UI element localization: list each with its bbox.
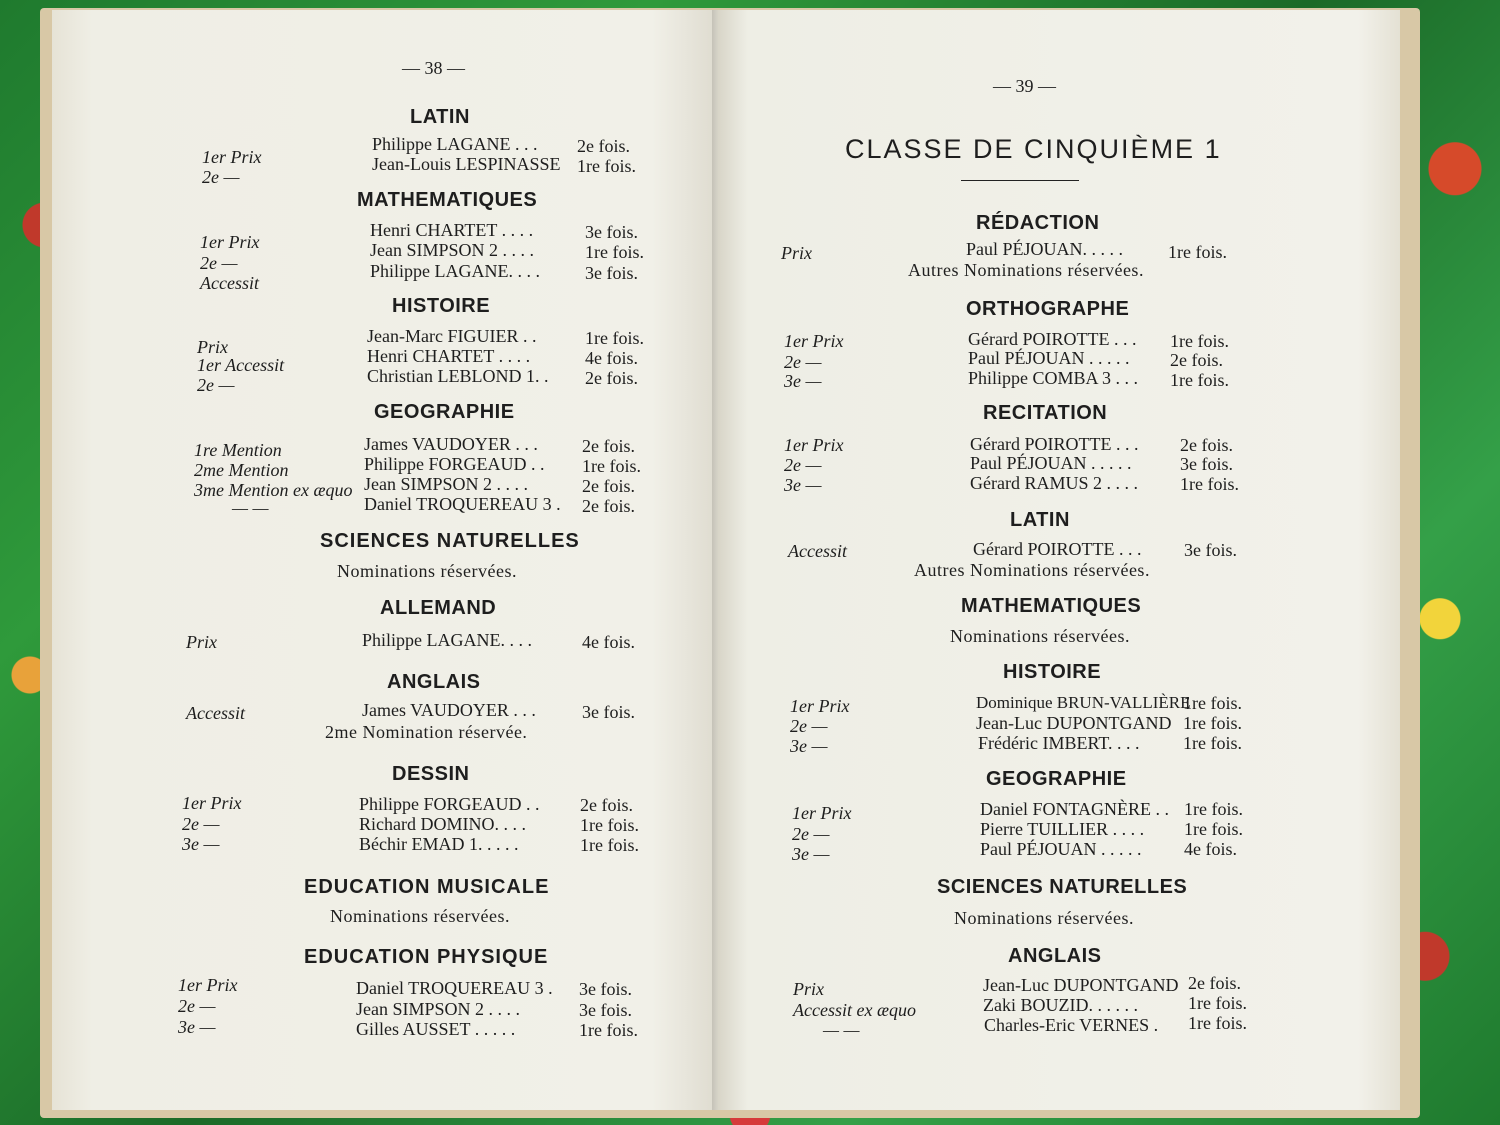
student-name: Jean SIMPSON 2 . . . . <box>364 474 529 494</box>
prize-label: 2e — <box>202 167 240 187</box>
award-count: 1re fois. <box>1183 713 1242 733</box>
prize-label: 2e — <box>784 352 822 372</box>
nominations-note: Autres Nominations réservées. <box>914 560 1150 580</box>
prize-label: 3e — <box>784 475 822 495</box>
prize-label: 1re Mention <box>194 440 282 460</box>
prize-label: 1er Prix <box>792 803 852 823</box>
award-count: 1re fois. <box>580 835 639 855</box>
prize-label: Accessit <box>788 541 847 561</box>
student-name: Jean-Luc DUPONTGAND <box>983 975 1179 995</box>
prize-label: 2e — <box>197 375 235 395</box>
page-number: — 39 — <box>993 76 1056 96</box>
prize-label: — — <box>823 1020 860 1040</box>
section-title: DESSIN <box>392 763 470 785</box>
award-count: 3e fois. <box>582 702 635 722</box>
student-name: Daniel FONTAGNÈRE . . <box>980 799 1170 819</box>
award-count: 2e fois. <box>582 476 635 496</box>
award-count: 3e fois. <box>585 222 638 242</box>
student-name: Paul PÉJOUAN. . . . . <box>966 239 1124 259</box>
section-title: EDUCATION MUSICALE <box>304 876 550 898</box>
section-title: SCIENCES NATURELLES <box>937 876 1188 898</box>
section-title: RÉDACTION <box>976 212 1100 234</box>
right-page <box>718 10 1400 1110</box>
student-name: James VAUDOYER . . . <box>364 434 538 454</box>
award-count: 1re fois. <box>1183 693 1242 713</box>
prize-label: Accessit <box>200 273 259 293</box>
title-rule <box>961 180 1079 181</box>
prize-label: 2e — <box>182 814 220 834</box>
award-count: 2e fois. <box>1180 435 1233 455</box>
prize-label: 1er Prix <box>790 696 850 716</box>
student-name: James VAUDOYER . . . <box>362 700 536 720</box>
prize-label: 1er Prix <box>202 147 262 167</box>
section-title: GEOGRAPHIE <box>374 401 515 423</box>
nominations-note: Nominations réservées. <box>954 908 1134 928</box>
nominations-note: Nominations réservées. <box>950 626 1130 646</box>
award-count: 1re fois. <box>577 156 636 176</box>
prize-label: 3e — <box>178 1017 216 1037</box>
award-count: 3e fois. <box>1180 454 1233 474</box>
prize-label: Prix <box>186 632 217 652</box>
student-name: Gérard POIROTTE . . . <box>968 329 1137 349</box>
student-name: Charles-Eric VERNES . <box>984 1015 1159 1035</box>
award-count: 1re fois. <box>1170 331 1229 351</box>
student-name: Gérard POIROTTE . . . <box>970 434 1139 454</box>
prize-label: 2e — <box>200 253 238 273</box>
award-count: 1re fois. <box>580 815 639 835</box>
student-name: Zaki BOUZID. . . . . . <box>983 995 1138 1015</box>
prize-label: 3e — <box>792 844 830 864</box>
section-title: HISTOIRE <box>1003 661 1102 683</box>
section-title: LATIN <box>410 106 470 128</box>
prize-label: Prix <box>197 337 228 357</box>
section-title: ANGLAIS <box>1008 945 1102 967</box>
student-name: Daniel TROQUEREAU 3 . <box>364 494 561 514</box>
award-count: 4e fois. <box>1184 839 1237 859</box>
award-count: 1re fois. <box>1184 799 1243 819</box>
student-name: Frédéric IMBERT. . . . <box>978 733 1140 753</box>
section-title: SCIENCES NATURELLES <box>320 530 580 552</box>
section-title: ALLEMAND <box>380 597 497 619</box>
student-name: Jean-Louis LESPINASSE <box>372 154 561 174</box>
student-name: Gérard POIROTTE . . . <box>973 539 1142 559</box>
nominations-note: 2me Nomination réservée. <box>325 722 528 742</box>
award-count: 2e fois. <box>1170 350 1223 370</box>
prize-label: 3me Mention ex æquo <box>194 480 353 500</box>
page-number: — 38 — <box>402 58 465 78</box>
prize-label: 2e — <box>784 455 822 475</box>
section-title: LATIN <box>1010 509 1070 531</box>
student-name: Richard DOMINO. . . . <box>359 814 526 834</box>
student-name: Jean SIMPSON 2 . . . . <box>370 240 535 260</box>
prize-label: Prix <box>781 243 812 263</box>
prize-label: 1er Prix <box>178 975 238 995</box>
award-count: 1re fois. <box>1170 370 1229 390</box>
section-title: RECITATION <box>983 402 1108 424</box>
student-name: Philippe LAGANE. . . . <box>362 630 532 650</box>
student-name: Jean SIMPSON 2 . . . . <box>356 999 521 1019</box>
section-title: ORTHOGRAPHE <box>966 298 1130 320</box>
award-count: 1re fois. <box>579 1020 638 1040</box>
section-title: HISTOIRE <box>392 295 491 317</box>
award-count: 3e fois. <box>585 263 638 283</box>
award-count: 1re fois. <box>585 242 644 262</box>
award-count: 4e fois. <box>585 348 638 368</box>
prize-label: 1er Accessit <box>197 355 285 375</box>
prize-label: 2e — <box>792 824 830 844</box>
student-name: Henri CHARTET . . . . <box>367 346 531 366</box>
student-name: Paul PÉJOUAN . . . . . <box>968 348 1130 368</box>
prize-label: 2e — <box>178 996 216 1016</box>
section-title: MATHEMATIQUES <box>357 189 538 211</box>
prize-label: 1er Prix <box>784 331 844 351</box>
student-name: Dominique BRUN-VALLIÈRE <box>976 693 1191 712</box>
prize-label: Accessit <box>186 703 245 723</box>
student-name: Jean-Luc DUPONTGAND <box>976 713 1172 733</box>
award-count: 3e fois. <box>579 979 632 999</box>
award-count: 2e fois. <box>580 795 633 815</box>
award-count: 4e fois. <box>582 632 635 652</box>
award-count: 1re fois. <box>585 328 644 348</box>
student-name: Gilles AUSSET . . . . . <box>356 1019 516 1039</box>
prize-label: 3e — <box>784 371 822 391</box>
award-count: 3e fois. <box>1184 540 1237 560</box>
section-title: GEOGRAPHIE <box>986 768 1127 790</box>
award-count: 1re fois. <box>1188 1013 1247 1033</box>
award-count: 1re fois. <box>1180 474 1239 494</box>
student-name: Henri CHARTET . . . . <box>370 220 534 240</box>
prize-label: 1er Prix <box>784 435 844 455</box>
award-count: 3e fois. <box>579 1000 632 1020</box>
student-name: Philippe LAGANE. . . . <box>370 261 540 281</box>
nominations-note: Autres Nominations réservées. <box>908 260 1144 280</box>
prize-label: 1er Prix <box>200 232 260 252</box>
nominations-note: Nominations réservées. <box>330 906 510 926</box>
student-name: Jean-Marc FIGUIER . . <box>367 326 537 346</box>
prize-label: 3e — <box>790 736 828 756</box>
award-count: 2e fois. <box>577 136 630 156</box>
award-count: 2e fois. <box>1188 973 1241 993</box>
prize-label: 1er Prix <box>182 793 242 813</box>
award-count: 2e fois. <box>582 436 635 456</box>
award-count: 1re fois. <box>1183 733 1242 753</box>
left-page <box>52 10 718 1110</box>
student-name: Christian LEBLOND 1. . <box>367 366 549 386</box>
student-name: Paul PÉJOUAN . . . . . <box>970 453 1132 473</box>
section-title: ANGLAIS <box>387 671 481 693</box>
section-title: EDUCATION PHYSIQUE <box>304 946 549 968</box>
award-count: 1re fois. <box>582 456 641 476</box>
class-title: CLASSE DE CINQUIÈME 1 <box>845 134 1222 164</box>
prize-label: — — <box>232 498 269 518</box>
prize-label: 2e — <box>790 716 828 736</box>
prize-label: Prix <box>793 979 824 999</box>
student-name: Gérard RAMUS 2 . . . . <box>970 473 1138 493</box>
student-name: Béchir EMAD 1. . . . . <box>359 834 519 854</box>
prize-label: 3e — <box>182 834 220 854</box>
student-name: Pierre TUILLIER . . . . <box>980 819 1145 839</box>
prize-label: 2me Mention <box>194 460 289 480</box>
student-name: Paul PÉJOUAN . . . . . <box>980 839 1142 859</box>
award-count: 1re fois. <box>1188 993 1247 1013</box>
student-name: Philippe FORGEAUD . . <box>364 454 545 474</box>
student-name: Philippe COMBA 3 . . . <box>968 368 1139 388</box>
prize-label: Accessit ex æquo <box>793 1000 916 1020</box>
nominations-note: Nominations réservées. <box>337 561 517 581</box>
section-title: MATHEMATIQUES <box>961 595 1142 617</box>
student-name: Philippe FORGEAUD . . <box>359 794 540 814</box>
award-count: 2e fois. <box>582 496 635 516</box>
student-name: Daniel TROQUEREAU 3 . <box>356 978 553 998</box>
award-count: 1re fois. <box>1184 819 1243 839</box>
award-count: 2e fois. <box>585 368 638 388</box>
student-name: Philippe LAGANE . . . <box>372 134 538 154</box>
award-count: 1re fois. <box>1168 242 1227 262</box>
